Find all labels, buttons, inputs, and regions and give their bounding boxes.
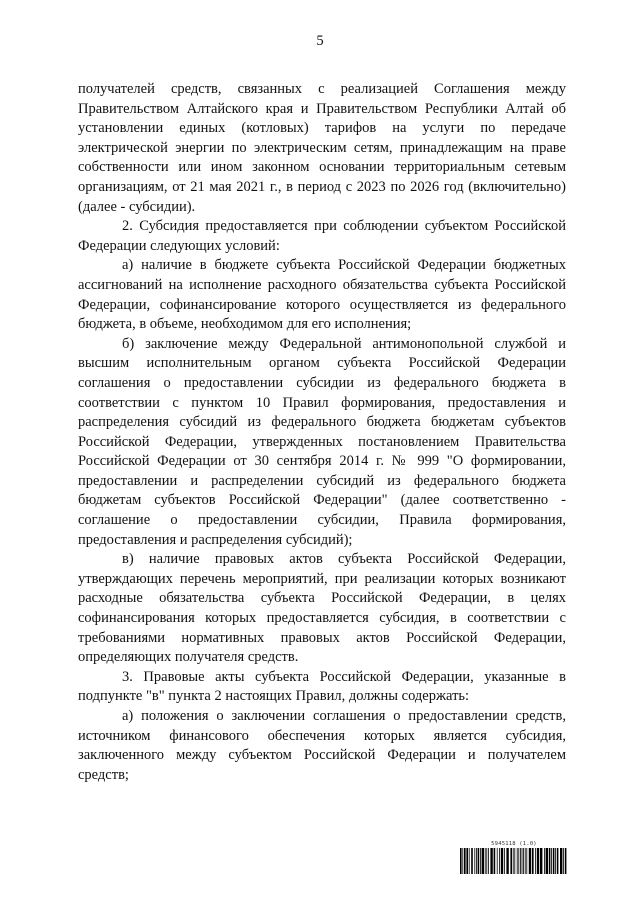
document-body [78, 80, 566, 785]
barcode-label: 5945118 (1.0) [491, 841, 537, 847]
barcode-block [460, 840, 568, 874]
paragraph-2: 2. Субсидия предоставляется при соблюдении субъектом Российской Федерации следующих условий: [78, 218, 566, 254]
paragraph-1: получателей средств, связанных с реализацией Соглашения между Правительством Алтайского края и Правительством Республики Алтай об установлении единых (котловых) тарифов на услуги по передаче электрической энергии по электрическим сетям, принадлежащим на праве собственности или ином законном основании территориальным сетевым организациям, от 21 мая 2021 г., в период с 2023 по 2026 год (включительно) (далее - субсидии). [78, 81, 566, 215]
paragraph-4: б) заключение между Федеральной антимонопольной службой и высшим исполнительным органом субъекта Российской Федерации соглашения о предоставлении субсидии из федерального бюджета в соответствии с пунктом 10 Правил формирования, предоставления и распределения субсидий из федерального бюджета бюджетам субъектов Российской Федерации, утвержденных постановлением Правительства Российской Федерации от 30 сентября 2014 г. № 999 "О формировании, предоставлении и распределении субсидий из федерального бюджета бюджетам субъектов Российской Федерации" (далее соответственно - соглашение о предоставлении субсидии, Правила формирования, предоставления и распределения субсидий); [78, 335, 566, 548]
paragraph-7: а) положения о заключении соглашения о предоставлении средств, источником финансового обеспечения которых является субсидия, заключенного между субъектом Российской Федерации и получателем средств; [78, 708, 566, 783]
page-number: 5 [316, 33, 324, 49]
barcode-icon [460, 848, 568, 874]
paragraph-6: 3. Правовые акты субъекта Российской Федерации, указанные в подпункте "в" пункта 2 настоящих Правил, должны содержать: [78, 668, 566, 705]
paragraph-5: в) наличие правовых актов субъекта Российской Федерации, утверждающих перечень мероприятий, при реализации которых возникают расходные обязательства субъекта Российской Федерации, в целях софинансирования которых предоставляется субсидия, в соответствии с требованиями нормативных правовых актов Российской Федерации, определяющих получателя средств. [78, 551, 566, 666]
paragraph-3: а) наличие в бюджете субъекта Российской Федерации бюджетных ассигнований на исполнение расходного обязательства субъекта Российской Федерации, софинансирование которого осуществляется из федерального бюджета, в объеме, необходимом для его исполнения; [78, 257, 566, 333]
